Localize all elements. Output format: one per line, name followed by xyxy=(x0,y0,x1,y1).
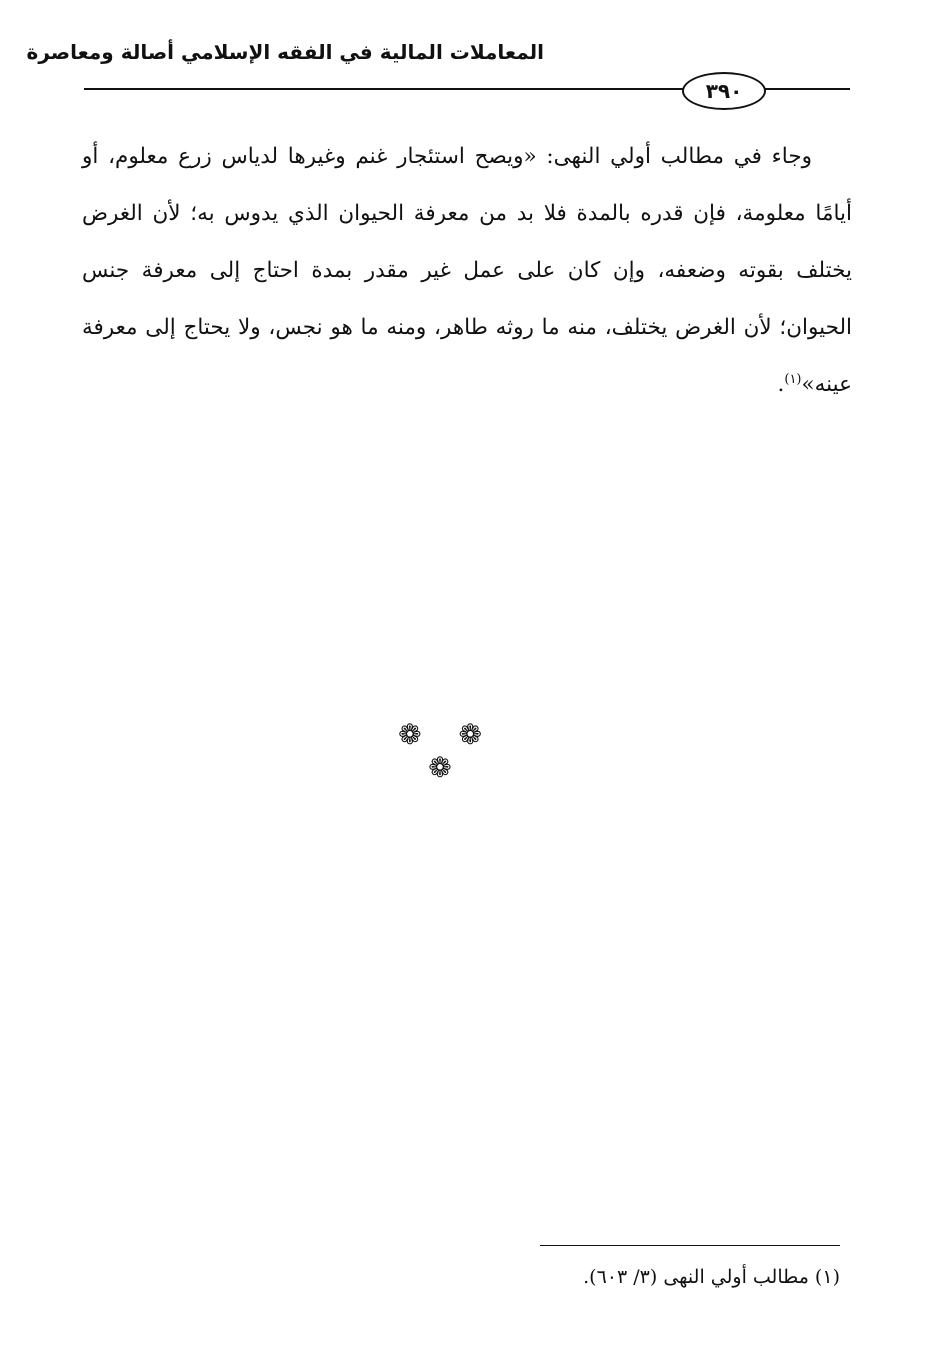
footnote-reference: (١) xyxy=(784,371,802,387)
main-text xyxy=(82,128,852,413)
paragraph-end-punctuation: . xyxy=(777,372,785,397)
paragraph-text: وجاء في مطالب أولي النهى: «ويصح استئجار غنم وغيرها لدياس زرع معلوم، أو أيامًا معلومة، فإن قدره بالمدة فلا بد من معرفة الحيوان الذي يدوس به؛ لأن الغرض يختلف بقوته وضعفه، وإن كان على عمل غير مقدر بمدة احتاج إلى معرفة جنس الحيوان؛ لأن الغرض يختلف، منه ما روثه طاهر، ومنه ما هو نجس، ولا يحتاج إلى معرفة عينه» xyxy=(82,144,852,397)
running-header-title: المعاملات المالية في الفقه الإسلامي أصالة ومعاصرة xyxy=(26,40,544,64)
footnote-divider xyxy=(540,1245,840,1246)
paragraph xyxy=(82,128,852,413)
section-separator-ornament: ❁ ❁ ❁ xyxy=(398,718,496,784)
footnote: (١) مطالب أولي النهى (٣/ ٦٠٣). xyxy=(583,1266,840,1288)
page-number-badge: ٣٩٠ xyxy=(682,72,766,110)
